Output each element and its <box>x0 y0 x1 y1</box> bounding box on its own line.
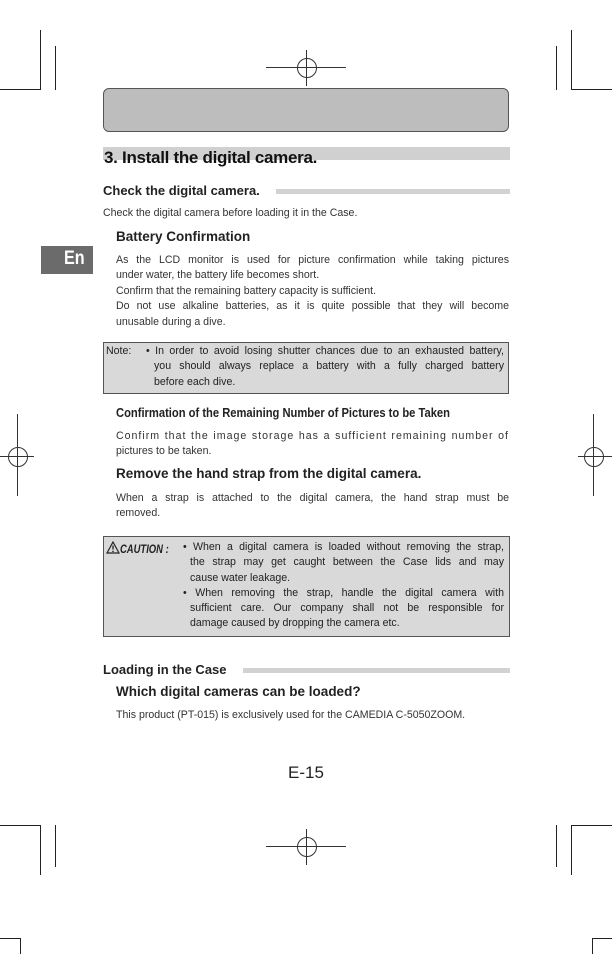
remove-strap-heading: Remove the hand strap from the digital camera. <box>116 466 422 481</box>
caution-label-text: CAUTION : <box>120 544 169 556</box>
caution-line: • When a digital camera is loaded without removing the strap, <box>183 541 504 553</box>
text-line: Do not use alkaline batteries, as it is quite possible that they will become <box>116 300 509 313</box>
crop-mark <box>592 938 612 939</box>
crop-mark <box>40 825 41 875</box>
check-camera-heading: Check the digital camera. <box>103 183 260 198</box>
crop-mark <box>571 30 572 90</box>
remaining-pictures-heading: Confirmation of the Remaining Number of Pictures to be Taken <box>116 405 450 420</box>
warning-triangle-icon <box>106 541 120 554</box>
language-tab-label: En <box>64 248 85 269</box>
heading-rule <box>276 189 510 194</box>
loadable-cameras-text: This product (PT-015) is exclusively used for the CAMEDIA C-5050ZOOM. <box>116 709 466 721</box>
crop-mark <box>556 46 557 90</box>
check-camera-intro: Check the digital camera before loading it in the Case. <box>103 207 358 219</box>
caution-line: • When removing the strap, handle the digital camera with <box>183 586 504 599</box>
text-line: unusable during a dive. <box>116 315 226 328</box>
note-label: Note: <box>106 345 132 357</box>
section-title <box>104 148 317 168</box>
note-line: before each dive. <box>154 375 236 388</box>
text-line: under water, the battery life becomes short. <box>116 269 320 282</box>
crop-mark <box>572 89 612 90</box>
battery-heading: Battery Confirmation <box>116 229 251 244</box>
caution-line: damage caused by dropping the camera etc. <box>190 617 400 630</box>
crop-mark <box>572 825 612 826</box>
crop-mark <box>0 825 40 826</box>
caution-line: the strap may get caught between the Case lids and may <box>190 556 504 569</box>
text-line: When a strap is attached to the digital camera, the hand strap must be <box>116 492 509 504</box>
note-line: you should always replace a battery with a fully charged battery <box>154 360 504 373</box>
section-title-text: Install the digital camera. <box>122 148 318 167</box>
caution-label <box>106 540 179 558</box>
crop-mark <box>0 938 20 939</box>
text-line: removed. <box>116 507 161 520</box>
crop-mark <box>40 30 41 90</box>
crop-mark <box>592 938 593 954</box>
battery-text <box>116 253 509 330</box>
crop-mark <box>55 825 56 867</box>
text-line: Confirm that the remaining battery capacity is sufficient. <box>116 284 377 297</box>
note-line: • In order to avoid losing shutter chances due to an exhausted battery, <box>146 345 504 357</box>
note-text <box>146 344 504 390</box>
crop-mark <box>20 938 21 954</box>
loading-heading: Loading in the Case <box>103 662 227 677</box>
crop-mark <box>0 89 40 90</box>
text-line: pictures to be taken. <box>116 445 212 458</box>
crop-mark <box>55 46 56 90</box>
heading-rule <box>243 668 510 673</box>
caution-line: sufficient care. Our company shall not be responsible for <box>190 602 504 615</box>
page-number: E-15 <box>288 763 324 782</box>
crop-mark <box>556 825 557 867</box>
caution-text <box>183 540 504 632</box>
chapter-header-bar <box>103 88 509 132</box>
text-line: As the LCD monitor is used for picture confirmation while taking pictures <box>116 254 509 266</box>
crop-mark <box>571 825 572 875</box>
text-line: Confirm that the image storage has a sufficient remaining number of <box>116 430 509 442</box>
remaining-pictures-text <box>116 429 509 460</box>
remove-strap-text <box>116 491 509 522</box>
section-number: 3. <box>104 148 118 167</box>
loadable-cameras-heading: Which digital cameras can be loaded? <box>116 684 361 699</box>
caution-line: cause water leakage. <box>190 571 291 584</box>
